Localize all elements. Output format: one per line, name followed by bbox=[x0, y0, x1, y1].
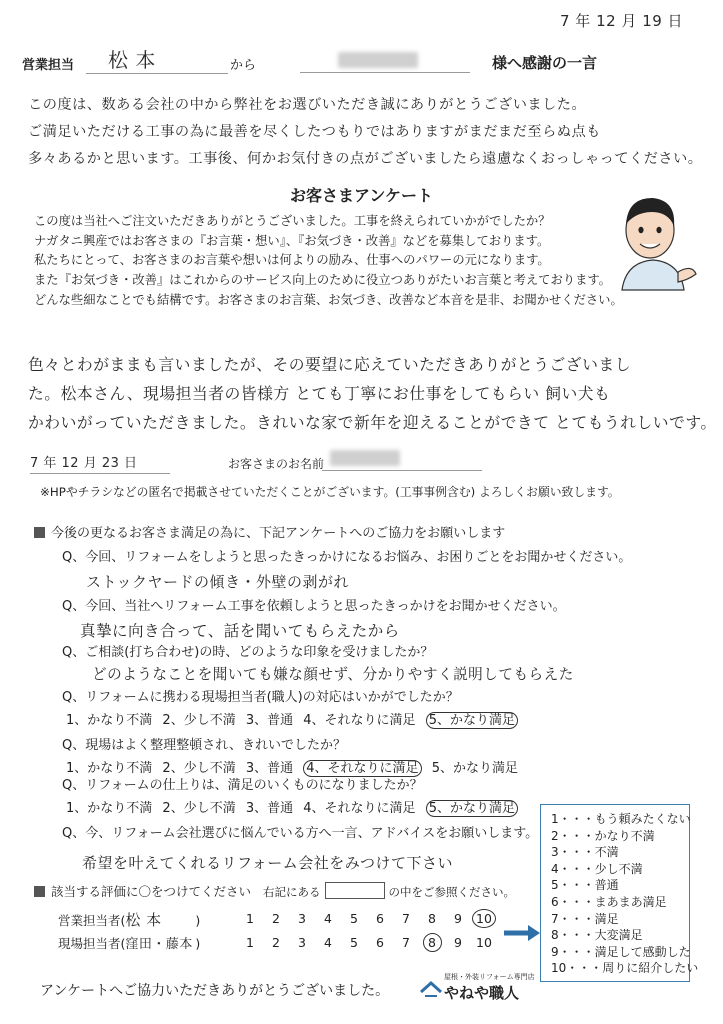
site-rating-scale bbox=[237, 933, 497, 952]
question-3: Q、ご相談(打ち合わせ)の時、どのような印象を受けましたか？ bbox=[62, 645, 434, 660]
scale-number: 4 bbox=[324, 911, 332, 926]
legend-item: 2・・・かなり不満 bbox=[551, 828, 655, 843]
legend-item: 1・・・もう頼みたくない bbox=[551, 812, 691, 826]
legend-item: 7・・・満足 bbox=[551, 911, 619, 926]
site-rating-label: 現場担当者( bbox=[58, 936, 126, 951]
scale-number-circled bbox=[419, 933, 445, 952]
roof-logo-icon bbox=[420, 980, 442, 1000]
sales-rep-label: 営業担当 bbox=[22, 58, 75, 73]
legend-item: 6・・・まあまあ満足 bbox=[551, 894, 667, 909]
scale-number: 5 bbox=[350, 911, 358, 926]
rating-legend-box bbox=[540, 804, 699, 982]
square-bullet-icon bbox=[34, 527, 45, 538]
sales-rating-label: 営業担当者( bbox=[58, 913, 126, 928]
rating-instruction-text-b: 右記にある bbox=[263, 885, 321, 899]
option-3: 3、普通 bbox=[245, 713, 294, 728]
scale-number: 2 bbox=[272, 935, 280, 950]
scale-number: 8 bbox=[428, 911, 436, 926]
scale-number: 5 bbox=[350, 935, 358, 950]
scale-number: 1 bbox=[246, 935, 254, 950]
sales-rating-row: 営業担当者(松 本 ) bbox=[58, 911, 201, 929]
logo-name: やねや職人 bbox=[444, 984, 520, 1002]
option-4-circled: 4、それなりに満足 bbox=[303, 760, 421, 777]
legend-reference-box bbox=[325, 882, 385, 899]
answer-2: 真摯に向き合って、話を聞いてもらえたから bbox=[80, 622, 400, 640]
comment-date: 7 年 12 月 23 日 bbox=[30, 452, 170, 474]
options-q4 bbox=[66, 709, 518, 728]
comment-line: かわいがっていただきました。きれいな家で新年を迎えることができて とてもうれしいです。 bbox=[28, 413, 717, 432]
option-4: 4、それなりに満足 bbox=[303, 801, 416, 816]
logo-tagline: 屋根・外装リフォーム専門店 bbox=[444, 973, 535, 981]
question-7: Q、今、リフォーム会社選びに悩んでいる方へ一言、アドバイスをお願いします。 bbox=[62, 826, 539, 841]
circled-rating: 10 bbox=[472, 909, 496, 928]
legend-item: 3・・・不満 bbox=[551, 845, 619, 860]
question-6: Q、リフォームの仕上りは、満足のいくものになりましたか？ bbox=[62, 778, 423, 793]
company-logo bbox=[420, 972, 535, 1006]
option-5: 5、かなり満足 bbox=[431, 761, 518, 776]
scale-number: 9 bbox=[454, 935, 462, 950]
intro-line: ナガタニ興産ではお客さまの『お言葉・想い』、『お気づき・改善』などを募集しております。 bbox=[34, 233, 550, 248]
publication-note: ※HPやチラシなどの匿名で掲載させていただくことがございます。(工事事例含む) よろしくお願い致します。 bbox=[40, 485, 620, 499]
comment-line: た。松本さん、現場担当者の皆様方 とても丁寧にお仕事をしてもらい 飼い犬も bbox=[28, 384, 611, 403]
redacted-customer-name bbox=[330, 450, 400, 466]
staff-mascot-illustration bbox=[608, 190, 698, 294]
scale-number: 7 bbox=[402, 911, 410, 926]
thanks-label: 様へ感謝の一言 bbox=[492, 54, 598, 72]
legend-item: 8・・・大変満足 bbox=[551, 928, 643, 943]
customer-name-line bbox=[322, 448, 482, 471]
option-3: 3、普通 bbox=[245, 801, 294, 816]
thanks-line: ご満足いただける工事の為に最善を尽くしたつもりではありますがまだまだ至らぬ点も bbox=[28, 124, 601, 140]
section-heading-text: 今後の更なるお客さま満足の為に、下記アンケートへのご協力をお願いします bbox=[51, 526, 506, 541]
comment-line: 色々とわがままも言いましたが、その要望に応えていただきありがとうございまし bbox=[28, 355, 631, 374]
answer-7: 希望を叶えてくれるリフォーム会社をみつけて下さい bbox=[82, 854, 453, 872]
scale-number: 1 bbox=[246, 911, 254, 926]
sales-rep-name: 松 本 bbox=[86, 44, 228, 74]
sales-rating-name: 松 本 bbox=[125, 911, 162, 929]
scale-number: 3 bbox=[298, 911, 306, 926]
question-5: Q、現場はよく整理整頓され、きれいでしたか？ bbox=[62, 738, 347, 753]
legend-item: 9・・・満足して感動した bbox=[551, 944, 691, 959]
option-2: 2、少し不満 bbox=[162, 713, 236, 728]
square-bullet-icon bbox=[34, 886, 45, 897]
site-rating-name: 窪田・藤本 bbox=[125, 937, 193, 952]
option-1: 1、かなり不満 bbox=[66, 801, 153, 816]
sales-rating-scale bbox=[237, 909, 497, 928]
answer-1: ストックヤードの傾き・外壁の剥がれ bbox=[86, 573, 350, 591]
customer-name-field bbox=[300, 50, 470, 73]
rating-instruction-text: 該当する評価に〇をつけてください bbox=[51, 884, 252, 899]
from-label: から bbox=[230, 58, 257, 73]
thanks-message bbox=[28, 92, 708, 173]
option-5-circled: 5、かなり満足 bbox=[426, 800, 518, 817]
footer-thanks: アンケートへご協力いただきありがとうございました。 bbox=[40, 983, 390, 999]
option-3: 3、普通 bbox=[245, 761, 294, 776]
question-4: Q、リフォームに携わる現場担当者(職人)の対応はいかがでしたか？ bbox=[62, 690, 459, 705]
thanks-line: この度は、数ある会社の中から弊社をお選びいただき誠にありがとうございました。 bbox=[28, 97, 587, 113]
intro-text bbox=[34, 212, 624, 311]
thanks-line: 多々あるかと思います。工事後、何かお気付きの点がございましたら遠慮なくおっしゃってください。 bbox=[28, 151, 703, 167]
question-2: Q、今回、当社へリフォーム工事を依頼しようと思ったきっかけをお聞かせください。 bbox=[62, 599, 566, 614]
arrow-right-icon bbox=[502, 924, 542, 942]
option-1: 1、かなり不満 bbox=[66, 761, 153, 776]
site-rating-row: 現場担当者(窪田・藤本 ) bbox=[58, 933, 200, 952]
intro-line: この度は当社へご注文いただきありがとうございました。工事を終えられていかがでしたか？ bbox=[34, 214, 551, 228]
scale-number: 6 bbox=[376, 911, 384, 926]
option-5-circled: 5、かなり満足 bbox=[426, 712, 518, 729]
scale-number: 6 bbox=[376, 935, 384, 950]
intro-line: また『お気づき・改善』はこれからのサービス向上のために役立つありがたいお言葉と考えております。 bbox=[34, 273, 611, 288]
circled-rating: 8 bbox=[423, 933, 442, 952]
survey-section-heading bbox=[34, 522, 505, 541]
options-q6 bbox=[66, 797, 518, 816]
scale-number: 3 bbox=[298, 935, 306, 950]
intro-line: どんな些細なことでも結構です。お客さまのお言葉、お気づき、改善など本音を是非、お聞かせください。 bbox=[34, 292, 623, 307]
legend-item: 10・・・周りに紹介したい bbox=[551, 961, 699, 976]
legend-item: 4・・・少し不満 bbox=[551, 861, 643, 876]
option-4: 4、それなりに満足 bbox=[303, 713, 416, 728]
option-1: 1、かなり不満 bbox=[66, 713, 153, 728]
scale-number: 9 bbox=[454, 911, 462, 926]
intro-line: 私たちにとって、お客さまのお言葉や想いは何よりの励み、仕事へのパワーの元になります。 bbox=[34, 253, 550, 268]
top-date: 7 年 12 月 19 日 bbox=[560, 12, 684, 30]
scale-number: 7 bbox=[402, 935, 410, 950]
option-2: 2、少し不満 bbox=[162, 801, 236, 816]
answer-3: どのようなことを聞いても嫌な顔せず、分かりやすく説明してもらえた bbox=[92, 666, 574, 683]
customer-comment bbox=[28, 350, 718, 437]
rating-instruction bbox=[34, 882, 515, 900]
redacted-name bbox=[338, 52, 418, 68]
scale-number: 2 bbox=[272, 911, 280, 926]
customer-name-label: お客さまのお名前 bbox=[228, 457, 325, 471]
legend-item: 5・・・普通 bbox=[551, 878, 619, 893]
scale-number-circled bbox=[471, 909, 497, 928]
scale-number: 4 bbox=[324, 935, 332, 950]
rating-instruction-text-c: の中をご参照ください。 bbox=[388, 885, 515, 899]
option-2: 2、少し不満 bbox=[162, 761, 236, 776]
question-1: Q、今回、リフォームをしようと思ったきっかけになるお悩み、お困りごとをお聞かせください。 bbox=[62, 550, 632, 565]
survey-title: お客さまアンケート bbox=[289, 186, 434, 205]
scale-number: 10 bbox=[476, 935, 492, 950]
